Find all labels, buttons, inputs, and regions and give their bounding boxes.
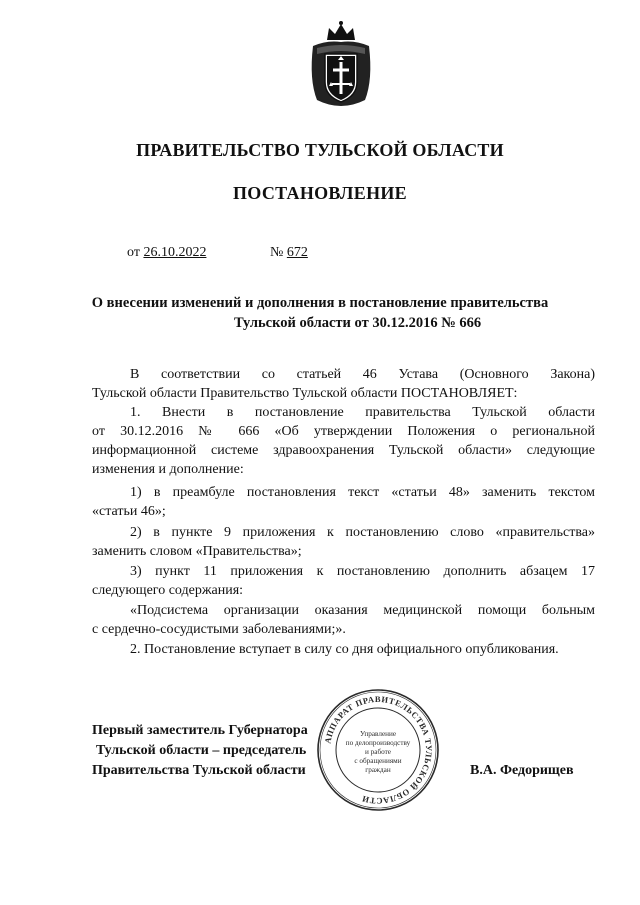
- body-line: В соответствии со статьей 46 Устава (Основного Закона): [130, 367, 595, 382]
- signer-name: В.А. Федорищев: [470, 763, 574, 778]
- body-line: 3) пункт 11 приложения к постановлению дополнить абзацем 17: [130, 564, 595, 579]
- body-line: 2) в пункте 9 приложения к постановлению слово «правительства»: [130, 525, 595, 540]
- body-line: 1. Внести в постановление правительства Тульской области: [130, 405, 595, 420]
- stamp-inner-line: с обращениями: [354, 757, 402, 765]
- stamp-inner-line: по делопроизводству: [345, 739, 411, 747]
- number-line: [270, 245, 308, 261]
- body-line: от 30.12.2016 № 666 «Об утверждении Положения о региональной: [92, 424, 595, 439]
- stamp-ring-text: АППАРАТ ПРАВИТЕЛЬСТВА ТУЛЬСКОЙ ОБЛАСТИ: [322, 693, 435, 807]
- document-type: ПОСТАНОВЛЕНИЕ: [233, 183, 407, 203]
- body-line: следующего содержания:: [92, 583, 244, 598]
- body-line: заменить словом «Правительства»;: [92, 544, 302, 559]
- body-line: «Подсистема организации оказания медицинской помощи больным: [130, 603, 595, 618]
- date-prefix: от: [127, 245, 140, 260]
- organization-name: ПРАВИТЕЛЬСТВО ТУЛЬСКОЙ ОБЛАСТИ: [136, 140, 504, 160]
- coat-of-arms-emblem: [305, 20, 377, 112]
- stamp-inner-line: и работе: [365, 748, 391, 756]
- body-line: 1) в преамбуле постановления текст «статьи 48» заменить текстом: [130, 485, 595, 500]
- body-line: с сердечно-сосудистыми заболеваниями;».: [92, 622, 346, 637]
- number-prefix: №: [270, 245, 284, 260]
- body-line: 2. Постановление вступает в силу со дня официального опубликования.: [130, 642, 559, 657]
- body-line: изменения и дополнение:: [92, 462, 244, 477]
- stamp-inner-line: Управление: [359, 730, 397, 738]
- official-stamp: [316, 688, 440, 812]
- document-date: 26.10.2022: [143, 245, 207, 260]
- signer-position-line-2: Тульской области – председатель: [96, 743, 307, 758]
- signer-position-line-1: Первый заместитель Губернатора: [92, 723, 308, 738]
- signer-position-line-3: Правительства Тульской области: [92, 763, 306, 778]
- body-line: «статьи 46»;: [92, 504, 166, 519]
- stamp-inner-line: граждан: [365, 766, 391, 774]
- body-line: Тульской области Правительство Тульской области ПОСТАНОВЛЯЕТ:: [92, 386, 518, 401]
- body-line: информационной системе здравоохранения Тульской области» следующие: [92, 443, 595, 458]
- document-number: 672: [286, 245, 308, 260]
- document-title-line-1: О внесении изменений и дополнения в постановление правительства: [91, 295, 549, 311]
- date-line: [127, 245, 206, 261]
- document-title-line-2: Тульской области от 30.12.2016 № 666: [234, 315, 482, 331]
